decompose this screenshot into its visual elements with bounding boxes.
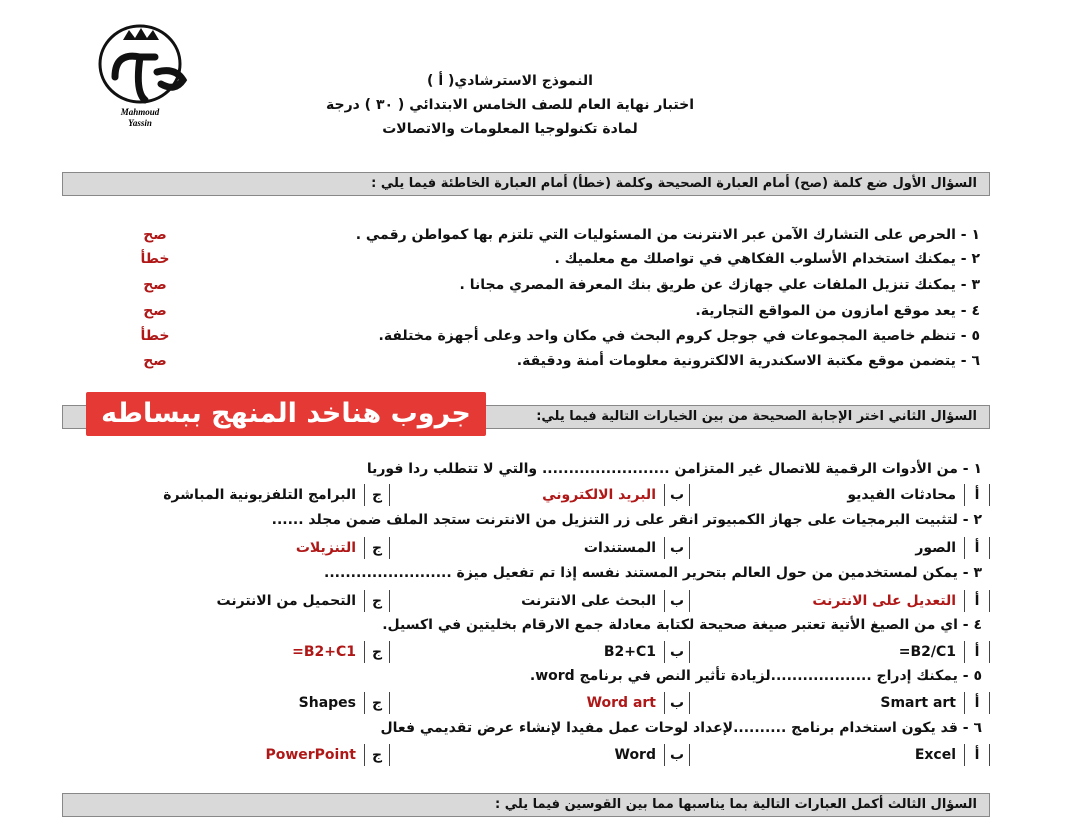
option-c (100, 484, 390, 508)
option-c (100, 744, 390, 768)
option-b (400, 641, 690, 665)
option-text-correct: التعديل على الانترنت (812, 593, 956, 609)
subject-title: لمادة تكنولوجيا المعلومات والاتصالات (382, 121, 638, 137)
tf-item-answer: خطأ (140, 328, 170, 344)
option-letter: ب (664, 744, 690, 766)
option-text-correct: PowerPoint (265, 747, 356, 763)
option-text: =B2/C1 (898, 644, 956, 660)
mcq-options (100, 484, 990, 508)
mcq-options (100, 744, 990, 768)
option-text: البرامج التلفزيونية المباشرة (163, 487, 356, 503)
tf-item (120, 328, 980, 350)
logo (95, 22, 195, 132)
mcq-options (100, 641, 990, 665)
option-letter: ج (364, 484, 390, 506)
tf-item (120, 277, 980, 299)
tf-item-answer: صح (143, 353, 167, 369)
option-letter: ج (364, 537, 390, 559)
option-b (400, 590, 690, 614)
option-letter: أ (964, 744, 990, 766)
question-2-title: السؤال الثاني اختر الإجابة الصحيحة من بين الخيارات التالية فيما يلي: (536, 409, 977, 424)
logo-text-1: Mahmoud (120, 107, 160, 117)
option-letter: ج (364, 641, 390, 663)
option-text: Excel (914, 747, 956, 763)
option-letter: ب (664, 692, 690, 714)
option-c (100, 537, 390, 561)
tf-item (120, 227, 980, 249)
exam-model-title: النموذج الاسترشادي( أ ) (427, 73, 593, 89)
tf-item-text: ٥ - تنظم خاصية المجموعات في جوجل كروم البحث في مكان واحد وعلى أجهزة مختلفة. (378, 328, 980, 344)
option-text: محادثات الفيديو (847, 487, 956, 503)
tf-item (120, 251, 980, 273)
tf-item-text: ٣ - يمكنك تنزيل الملفات علي جهازك عن طريق بنك المعرفة المصري مجانا . (459, 277, 980, 293)
option-text-correct: التنزيلات (295, 540, 356, 556)
option-c (100, 590, 390, 614)
option-a (700, 484, 990, 508)
tf-item-answer: صح (143, 227, 167, 243)
tf-item-answer: صح (143, 277, 167, 293)
option-letter: ب (664, 590, 690, 612)
mcq-question: ١ - من الأدوات الرقمية للاتصال غير المتزامن ........................ والتي لا تتطلب ردا فوريا (366, 461, 982, 477)
option-letter: ج (364, 590, 390, 612)
option-b (400, 744, 690, 768)
tf-item-text: ٤ - يعد موقع امازون من المواقع التجارية. (695, 303, 980, 319)
option-letter: ب (664, 484, 690, 506)
option-text: B2+C1 (603, 644, 656, 660)
option-letter: ب (664, 537, 690, 559)
exam-title: اختبار نهاية العام للصف الخامس الابتدائي ( ٣٠ ) درجة (325, 97, 694, 113)
mcq-options (100, 590, 990, 614)
option-a (700, 692, 990, 716)
group-banner: جروب هناخد المنهج ببساطه (86, 392, 486, 436)
option-a (700, 590, 990, 614)
mcq-question: ٢ - لتثبيت البرمجيات على جهاز الكمبيوتر انقر على زر التنزيل من الانترنت ستجد الملف ضمن مجلد ...... (271, 512, 982, 528)
option-a (700, 641, 990, 665)
mcq-question: ٣ - يمكن لمستخدمين من حول العالم بتحرير المستند نفسه إذا تم تفعيل ميزة ........................ (324, 565, 982, 581)
option-text-correct: =B2+C1 (292, 644, 356, 660)
option-letter: ج (364, 692, 390, 714)
option-text: الصور (915, 540, 956, 556)
logo-graphic (95, 22, 195, 132)
mcq-options (100, 692, 990, 716)
question-1-heading: السؤال الأول ضع كلمة (صح) أمام العبارة الصحيحة وكلمة (خطأ) أمام العبارة الخاطئة فيما يلي : (62, 172, 990, 196)
option-letter: أ (964, 590, 990, 612)
option-text: التحميل من الانترنت (216, 593, 356, 609)
mcq-question: ٤ - اي من الصيغ الأتية تعتبر صيغة صحيحة لكتابة معادلة جمع الارقام بخليتين في اكسيل. (382, 617, 982, 633)
option-b (400, 484, 690, 508)
tf-item (120, 353, 980, 375)
option-text-correct: البريد الالكتروني (542, 487, 656, 503)
option-letter: أ (964, 537, 990, 559)
option-letter: أ (964, 484, 990, 506)
tf-item (120, 303, 980, 325)
option-letter: أ (964, 641, 990, 663)
logo-text-2: Yassin (128, 118, 152, 128)
option-c (100, 692, 390, 716)
tf-item-text: ١ - الحرص على التشارك الآمن عبر الانترنت من المسئوليات التي تلتزم بها كمواطن رقمي . (355, 227, 980, 243)
option-text: Smart art (880, 695, 956, 711)
tf-item-answer: خطأ (140, 251, 170, 267)
option-a (700, 537, 990, 561)
tf-item-text: ٢ - يمكنك استخدام الأسلوب الفكاهي في تواصلك مع معلميك . (554, 251, 980, 267)
option-letter: أ (964, 692, 990, 714)
question-3-heading: السؤال الثالث أكمل العبارات التالية بما يناسبها مما بين القوسين فيما يلي : (62, 793, 990, 817)
option-text: المستندات (583, 540, 656, 556)
mcq-question: ٥ - يمكنك إدراج ...................لزيادة تأثير النص في برنامج word. (529, 668, 982, 684)
tf-item-text: ٦ - يتضمن موقع مكتبة الاسكندرية الالكترونية معلومات أمنة ودقيقة. (516, 353, 980, 369)
option-b (400, 692, 690, 716)
option-a (700, 744, 990, 768)
tf-item-answer: صح (143, 303, 167, 319)
option-b (400, 537, 690, 561)
option-text: Word (614, 747, 656, 763)
option-c (100, 641, 390, 665)
option-text: البحث على الانترنت (521, 593, 656, 609)
mcq-options (100, 537, 990, 561)
option-text-correct: Word art (586, 695, 656, 711)
option-text: Shapes (298, 695, 356, 711)
option-letter: ب (664, 641, 690, 663)
mcq-question: ٦ - قد يكون استخدام برنامج ..........لإعداد لوحات عمل مفيدا لإنشاء عرض تقديمي فعال (380, 720, 982, 736)
option-letter: ج (364, 744, 390, 766)
